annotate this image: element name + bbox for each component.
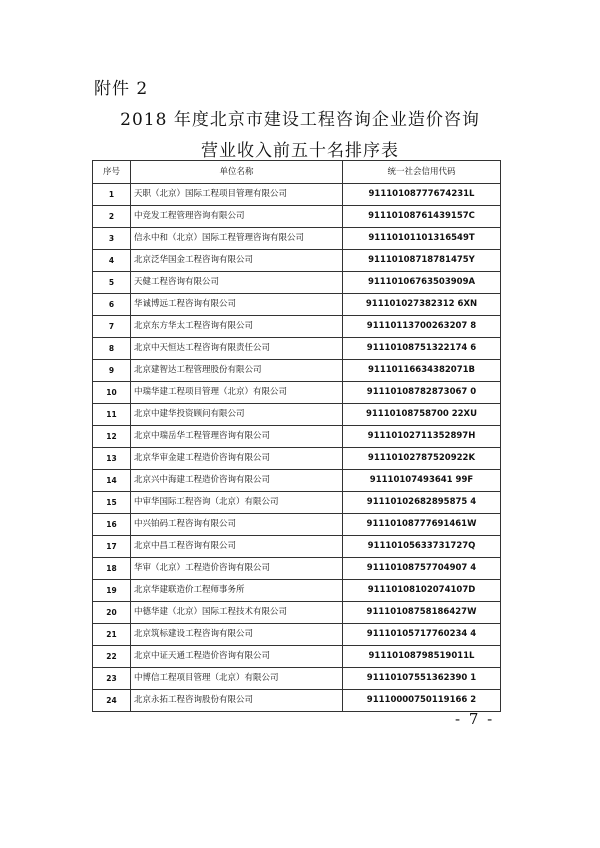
table-row (93, 536, 501, 558)
table-header-row (93, 161, 501, 184)
header-company-name: 单位名称 (131, 161, 343, 184)
table-row (93, 184, 501, 206)
table-row (93, 558, 501, 580)
serial-number-cell: 6 (93, 294, 131, 316)
company-name-cell: 中博信工程项目管理（北京）有限公司 (131, 668, 343, 690)
serial-number-cell: 3 (93, 228, 131, 250)
serial-number-cell: 17 (93, 536, 131, 558)
credit-code-cell: 91110102787520922K (343, 448, 501, 470)
table-row (93, 272, 501, 294)
company-name-cell: 北京泛华国金工程咨询有限公司 (131, 250, 343, 272)
company-name-cell: 北京筑标建设工程咨询有限公司 (131, 624, 343, 646)
company-name-cell: 北京华建联造价工程师事务所 (131, 580, 343, 602)
header-credit-code: 统一社会信用代码 (343, 161, 501, 184)
table-row (93, 206, 501, 228)
company-name-cell: 北京中建华投资顾问有限公司 (131, 404, 343, 426)
company-name-cell: 北京中瑞岳华工程管理咨询有限公司 (131, 426, 343, 448)
credit-code-cell: 91110108761439157C (343, 206, 501, 228)
credit-code-cell: 911101027382312 6XN (343, 294, 501, 316)
company-name-cell: 华诚博远工程咨询有限公司 (131, 294, 343, 316)
attachment-label: 附件 2 (94, 79, 149, 99)
credit-code-cell: 91110000750119166 2 (343, 690, 501, 712)
company-name-cell: 北京兴中海建工程造价咨询有限公司 (131, 470, 343, 492)
table-row (93, 250, 501, 272)
company-name-cell: 信永中和（北京）国际工程管理咨询有限公司 (131, 228, 343, 250)
credit-code-cell: 91110108758186427W (343, 602, 501, 624)
table-row (93, 668, 501, 690)
serial-number-cell: 11 (93, 404, 131, 426)
company-name-cell: 中兴铂码工程咨询有限公司 (131, 514, 343, 536)
serial-number-cell: 4 (93, 250, 131, 272)
company-name-cell: 中审华国际工程咨询（北京）有限公司 (131, 492, 343, 514)
company-name-cell: 北京中昌工程咨询有限公司 (131, 536, 343, 558)
page-number: - 7 - (455, 710, 495, 728)
table-row (93, 448, 501, 470)
table-body (93, 184, 501, 712)
table-row (93, 602, 501, 624)
serial-number-cell: 16 (93, 514, 131, 536)
company-name-cell: 中竞发工程管理咨询有限公司 (131, 206, 343, 228)
company-name-cell: 北京华审金建工程造价咨询有限公司 (131, 448, 343, 470)
company-name-cell: 中瑞华建工程项目管理（北京）有限公司 (131, 382, 343, 404)
document-title-line-2: 营业收入前五十名排序表 (201, 141, 399, 161)
company-name-cell: 中德华建（北京）国际工程技术有限公司 (131, 602, 343, 624)
serial-number-cell: 5 (93, 272, 131, 294)
serial-number-cell: 19 (93, 580, 131, 602)
serial-number-cell: 7 (93, 316, 131, 338)
credit-code-cell: 91110105633731727Q (343, 536, 501, 558)
credit-code-cell: 91110108782873067 0 (343, 382, 501, 404)
table-row (93, 646, 501, 668)
credit-code-cell: 91110116634382071B (343, 360, 501, 382)
table-row (93, 470, 501, 492)
credit-code-cell: 91110108758700 22XU (343, 404, 501, 426)
company-name-cell: 北京建智达工程管理股份有限公司 (131, 360, 343, 382)
document-title-line-1: 2018 年度北京市建设工程咨询企业造价咨询 (120, 110, 480, 130)
credit-code-cell: 91110108751322174 6 (343, 338, 501, 360)
credit-code-cell: 91110108798519011L (343, 646, 501, 668)
table-row (93, 404, 501, 426)
company-name-cell: 北京东方华太工程咨询有限公司 (131, 316, 343, 338)
company-name-cell: 北京中天恒达工程咨询有限责任公司 (131, 338, 343, 360)
serial-number-cell: 10 (93, 382, 131, 404)
credit-code-cell: 91110102682895875 4 (343, 492, 501, 514)
table-row (93, 316, 501, 338)
company-name-cell: 天健工程咨询有限公司 (131, 272, 343, 294)
table-row (93, 580, 501, 602)
table-row (93, 382, 501, 404)
table-row (93, 338, 501, 360)
table-row (93, 624, 501, 646)
table-row (93, 492, 501, 514)
credit-code-cell: 91110105717760234 4 (343, 624, 501, 646)
serial-number-cell: 22 (93, 646, 131, 668)
credit-code-cell: 91110108777691461W (343, 514, 501, 536)
serial-number-cell: 14 (93, 470, 131, 492)
header-serial-number: 序号 (93, 161, 131, 184)
table-row (93, 514, 501, 536)
company-name-cell: 北京中证天通工程造价咨询有限公司 (131, 646, 343, 668)
table-row (93, 426, 501, 448)
serial-number-cell: 9 (93, 360, 131, 382)
credit-code-cell: 91110107493641 99F (343, 470, 501, 492)
table-row (93, 228, 501, 250)
serial-number-cell: 24 (93, 690, 131, 712)
serial-number-cell: 8 (93, 338, 131, 360)
serial-number-cell: 21 (93, 624, 131, 646)
credit-code-cell: 91110106763503909A (343, 272, 501, 294)
serial-number-cell: 15 (93, 492, 131, 514)
ranking-table (92, 160, 501, 712)
credit-code-cell: 91110102711352897H (343, 426, 501, 448)
credit-code-cell: 91110101101316549T (343, 228, 501, 250)
serial-number-cell: 13 (93, 448, 131, 470)
credit-code-cell: 91110108102074107D (343, 580, 501, 602)
credit-code-cell: 91110108777674231L (343, 184, 501, 206)
serial-number-cell: 18 (93, 558, 131, 580)
serial-number-cell: 2 (93, 206, 131, 228)
serial-number-cell: 1 (93, 184, 131, 206)
credit-code-cell: 91110107551362390 1 (343, 668, 501, 690)
company-name-cell: 北京永拓工程咨询股份有限公司 (131, 690, 343, 712)
credit-code-cell: 91110108757704907 4 (343, 558, 501, 580)
table-row (93, 360, 501, 382)
serial-number-cell: 12 (93, 426, 131, 448)
serial-number-cell: 20 (93, 602, 131, 624)
credit-code-cell: 91110108718781475Y (343, 250, 501, 272)
table-row (93, 294, 501, 316)
table-row (93, 690, 501, 712)
serial-number-cell: 23 (93, 668, 131, 690)
company-name-cell: 华审（北京）工程造价咨询有限公司 (131, 558, 343, 580)
company-name-cell: 天职（北京）国际工程项目管理有限公司 (131, 184, 343, 206)
credit-code-cell: 91110113700263207 8 (343, 316, 501, 338)
